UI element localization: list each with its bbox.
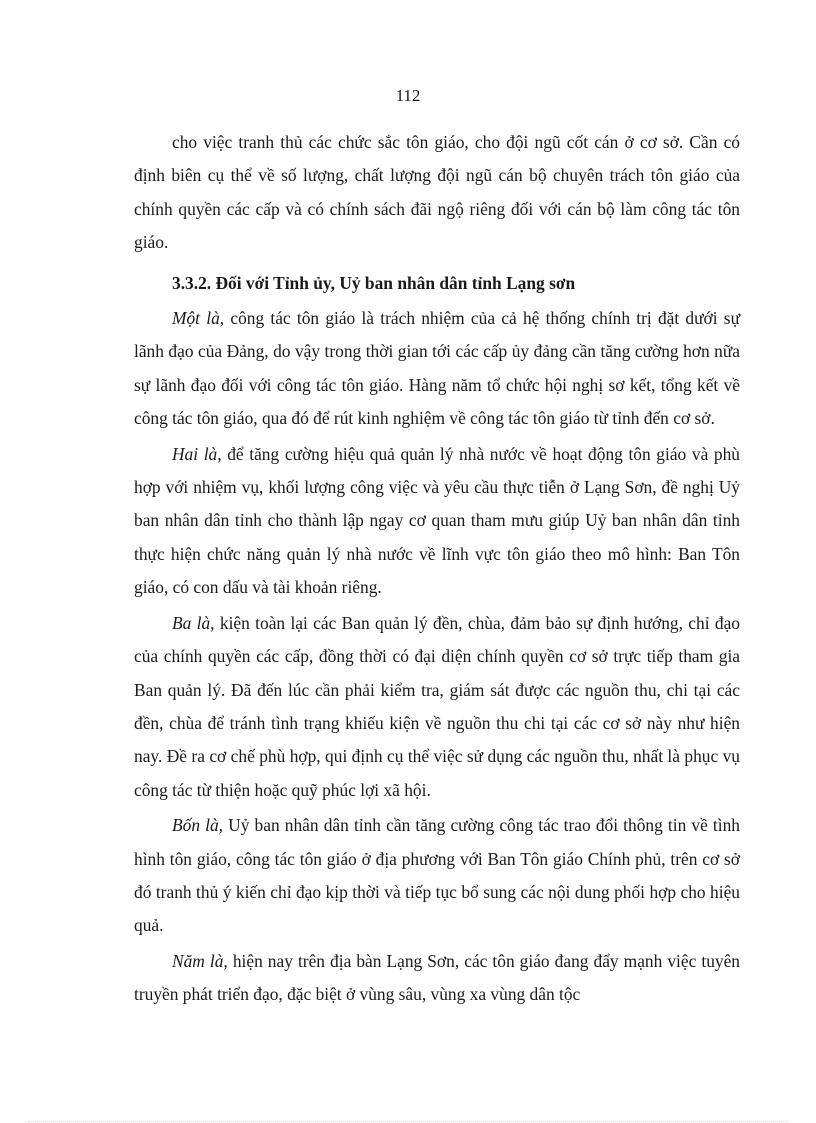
page-number: 112 bbox=[395, 86, 421, 105]
page-edge-divider bbox=[28, 1121, 788, 1122]
paragraph-lead: Năm là, bbox=[172, 950, 228, 971]
section-heading: 3.3.2. Đối với Tỉnh ủy, Uỷ ban nhân dân tỉnh Lạng sơn bbox=[172, 272, 576, 293]
paragraph-lead: Bốn là, bbox=[172, 815, 224, 836]
paragraph-nam-la bbox=[134, 945, 740, 1012]
paragraph-text: Uỷ ban nhân dân tỉnh cần tăng cường công tác trao đổi thông tin về tình hình tôn giáo, công tác tôn giáo ở địa phương với Ban Tôn giáo Chính phủ, trên cơ sở đó tranh thủ ý kiến chỉ đạo kịp thời và tiếp tục bổ sung các nội dung phối hợp cho hiệu quả. bbox=[134, 815, 740, 936]
paragraph-continuation: cho việc tranh thủ các chức sắc tôn giáo, cho đội ngũ cốt cán ở cơ sở. Cần có định biên cụ thể về số lượng, chất lượng đội ngũ cán bộ chuyên trách tôn giáo của chính quyền các cấp và có chính sách đãi ngộ riêng đối với cán bộ làm công tác tôn giáo. bbox=[134, 132, 740, 253]
paragraph-ba-la bbox=[134, 607, 740, 807]
paragraph-hai-la bbox=[134, 438, 740, 605]
paragraph-text: kiện toàn lại các Ban quản lý đền, chùa, đảm bảo sự định hướng, chỉ đạo của chính quyền các cấp, đồng thời có đại diện chính quyền cơ sở trực tiếp tham gia Ban quản lý. Đã đến lúc cần phải kiểm tra, giám sát được các nguồn thu, chi tại các đền, chùa để tránh tình trạng khiếu kiện về nguồn thu chi tại các cơ sở này như hiện nay. Đề ra cơ chế phù hợp, qui định cụ thể việc sử dụng các nguồn thu, nhất là phục vụ công tác từ thiện hoặc quỹ phúc lợi xã hội. bbox=[134, 612, 740, 800]
paragraph-bon-la bbox=[134, 809, 740, 943]
paragraph-mot-la bbox=[134, 302, 740, 436]
paragraph-lead: Hai là, bbox=[172, 443, 222, 464]
paragraph-text: công tác tôn giáo là trách nhiệm của cả hệ thống chính trị đặt dưới sự lãnh đạo của Đảng, do vậy trong thời gian tới các cấp ủy đảng cần tăng cường hơn nữa sự lãnh đạo đối với công tác tôn giáo. Hàng năm tổ chức hội nghị sơ kết, tổng kết về công tác tôn giáo, qua đó để rút kinh nghiệm về công tác tôn giáo từ tỉnh đến cơ sở. bbox=[134, 308, 740, 429]
document-body bbox=[134, 126, 740, 1014]
paragraph-text: để tăng cường hiệu quả quản lý nhà nước về hoạt động tôn giáo và phù hợp với nhiệm vụ, khối lượng công việc và yêu cầu thực tiễn ở Lạng Sơn, đề nghị Uỷ ban nhân dân tỉnh cho thành lập ngay cơ quan tham mưu giúp Uỷ ban nhân dân tỉnh thực hiện chức năng quản lý nhà nước về lĩnh vực tôn giáo theo mô hình: Ban Tôn giáo, có con dấu và tài khoản riêng. bbox=[134, 443, 740, 598]
paragraph-lead: Ba là, bbox=[172, 612, 215, 633]
paragraph-lead: Một là, bbox=[172, 308, 225, 329]
paragraph-text: hiện nay trên địa bàn Lạng Sơn, các tôn giáo đang đẩy mạnh việc tuyên truyền phát triển đạo, đặc biệt ở vùng sâu, vùng xa vùng dân tộc bbox=[134, 950, 740, 1005]
